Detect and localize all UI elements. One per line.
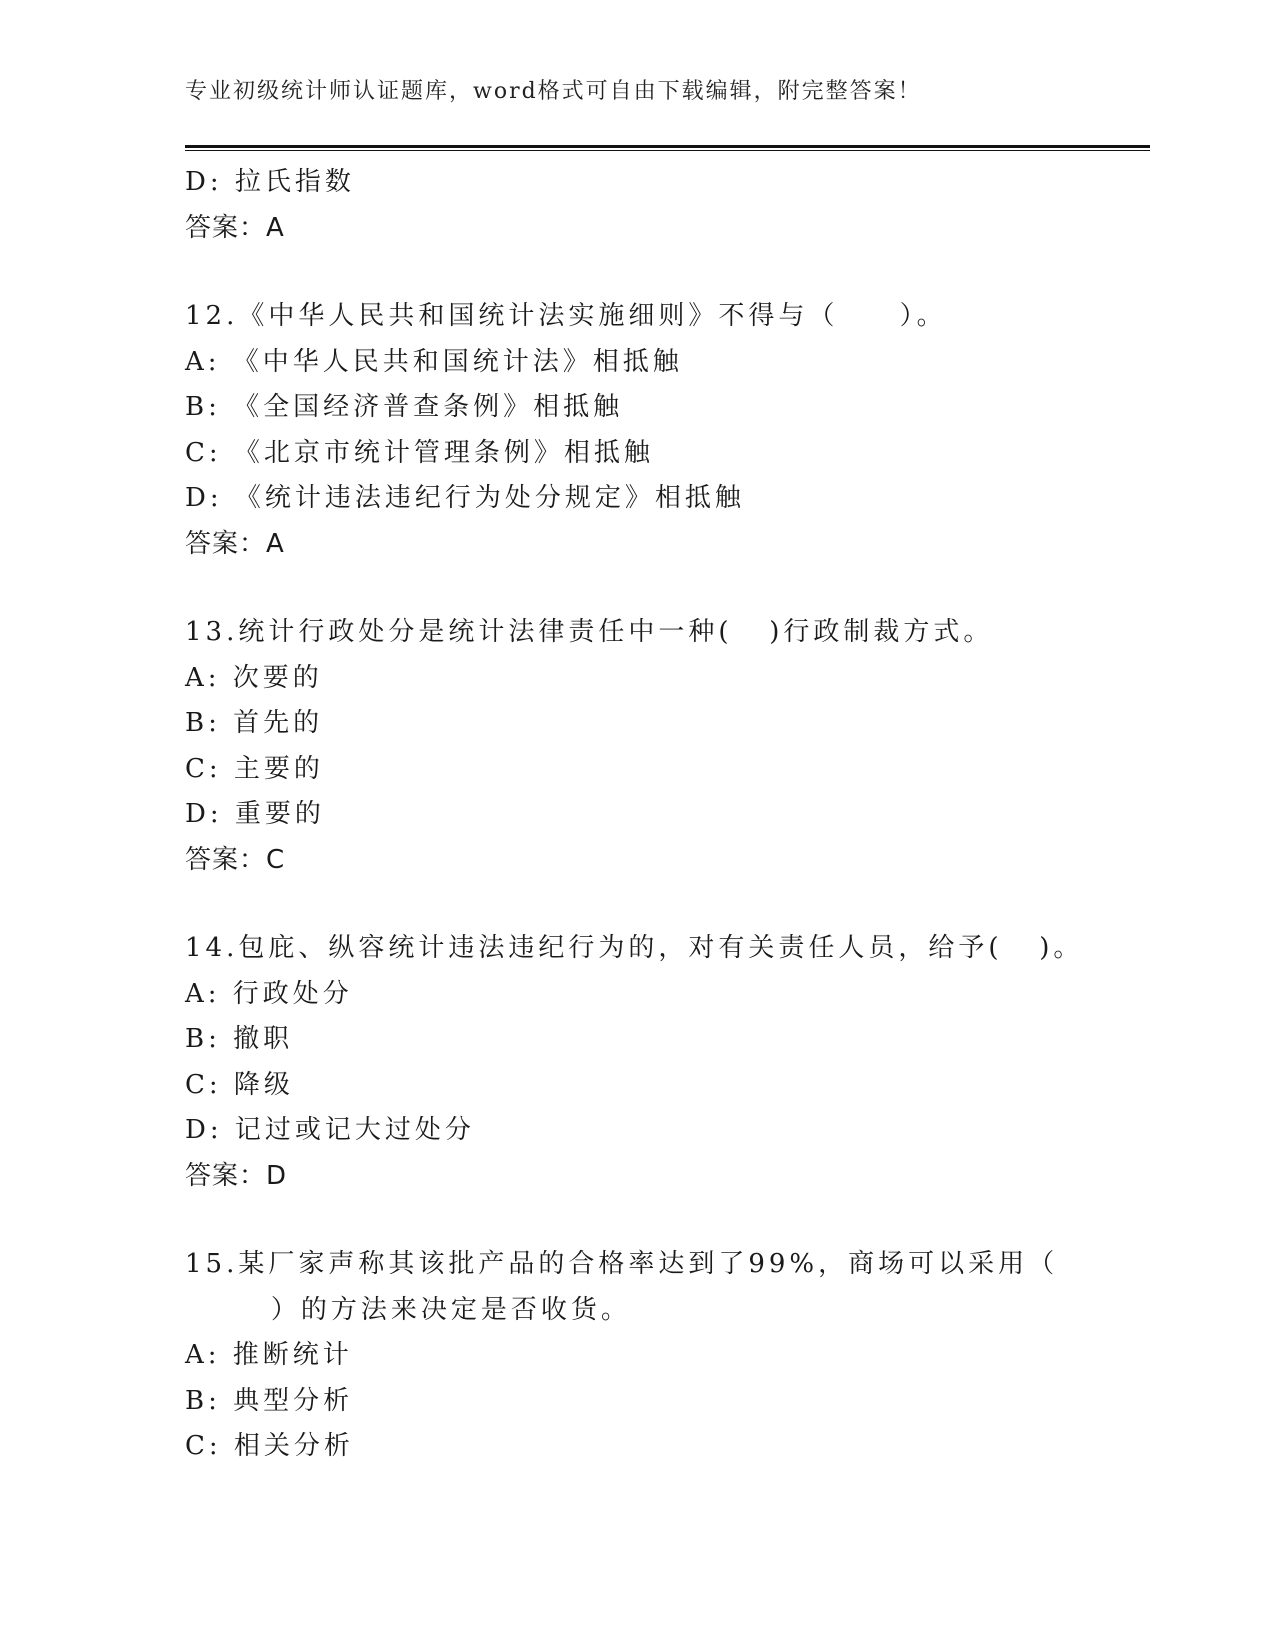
header-rule-thick: [185, 145, 1150, 148]
option-a: A: 推断统计: [185, 1340, 353, 1370]
option-c: C: 相关分析: [185, 1431, 354, 1461]
question-13: [185, 610, 1150, 883]
option-a: A: 《中华人民共和国统计法》相抵触: [185, 346, 683, 377]
page-header: 专业初级统计师认证题库，word格式可自由下载编辑，附完整答案！: [185, 79, 922, 104]
question-stem: 13.统计行政处分是统计法律责任中一种( )行政制裁方式。: [185, 617, 994, 647]
header-rule-thin: [185, 150, 1150, 151]
answer: 答案：A: [185, 528, 285, 559]
question-15: [185, 1242, 1150, 1470]
option-c: C: 《北京市统计管理条例》相抵触: [185, 437, 654, 468]
question-stem: 15.某厂家声称其该批产品的合格率达到了99%，商场可以采用（: [185, 1249, 1059, 1279]
answer-carryover: 答案：A: [185, 212, 285, 243]
option-c: C: 降级: [185, 1069, 294, 1100]
option-b: B: 首先的: [185, 708, 324, 738]
question-12: [185, 294, 1150, 567]
answer: 答案：D: [185, 1160, 288, 1191]
question-stem: 12.《中华人民共和国统计法实施细则》不得与（ ）。: [185, 301, 947, 331]
option-b: B: 撤职: [185, 1024, 294, 1054]
option-d: D: 《统计违法违纪行为处分规定》相抵触: [185, 483, 745, 513]
question-content: [185, 160, 1150, 1470]
question-stem: 14.包庇、纵容统计违法违纪行为的，对有关责任人员，给予( )。: [185, 933, 1084, 963]
question-14: [185, 926, 1150, 1199]
option-d: D: 记过或记大过处分: [185, 1115, 475, 1145]
option-d: D: 重要的: [185, 799, 325, 829]
option-d-carryover: D: 拉氏指数: [185, 167, 355, 197]
option-b: B: 《全国经济普查条例》相抵触: [185, 392, 624, 422]
option-a: A: 次要的: [185, 662, 323, 693]
option-c: C: 主要的: [185, 753, 324, 784]
question-stem-continued: ）的方法来决定是否收货。: [185, 1294, 631, 1325]
option-a: A: 行政处分: [185, 978, 353, 1009]
answer: 答案：C: [185, 844, 286, 875]
option-b: B: 典型分析: [185, 1385, 354, 1416]
